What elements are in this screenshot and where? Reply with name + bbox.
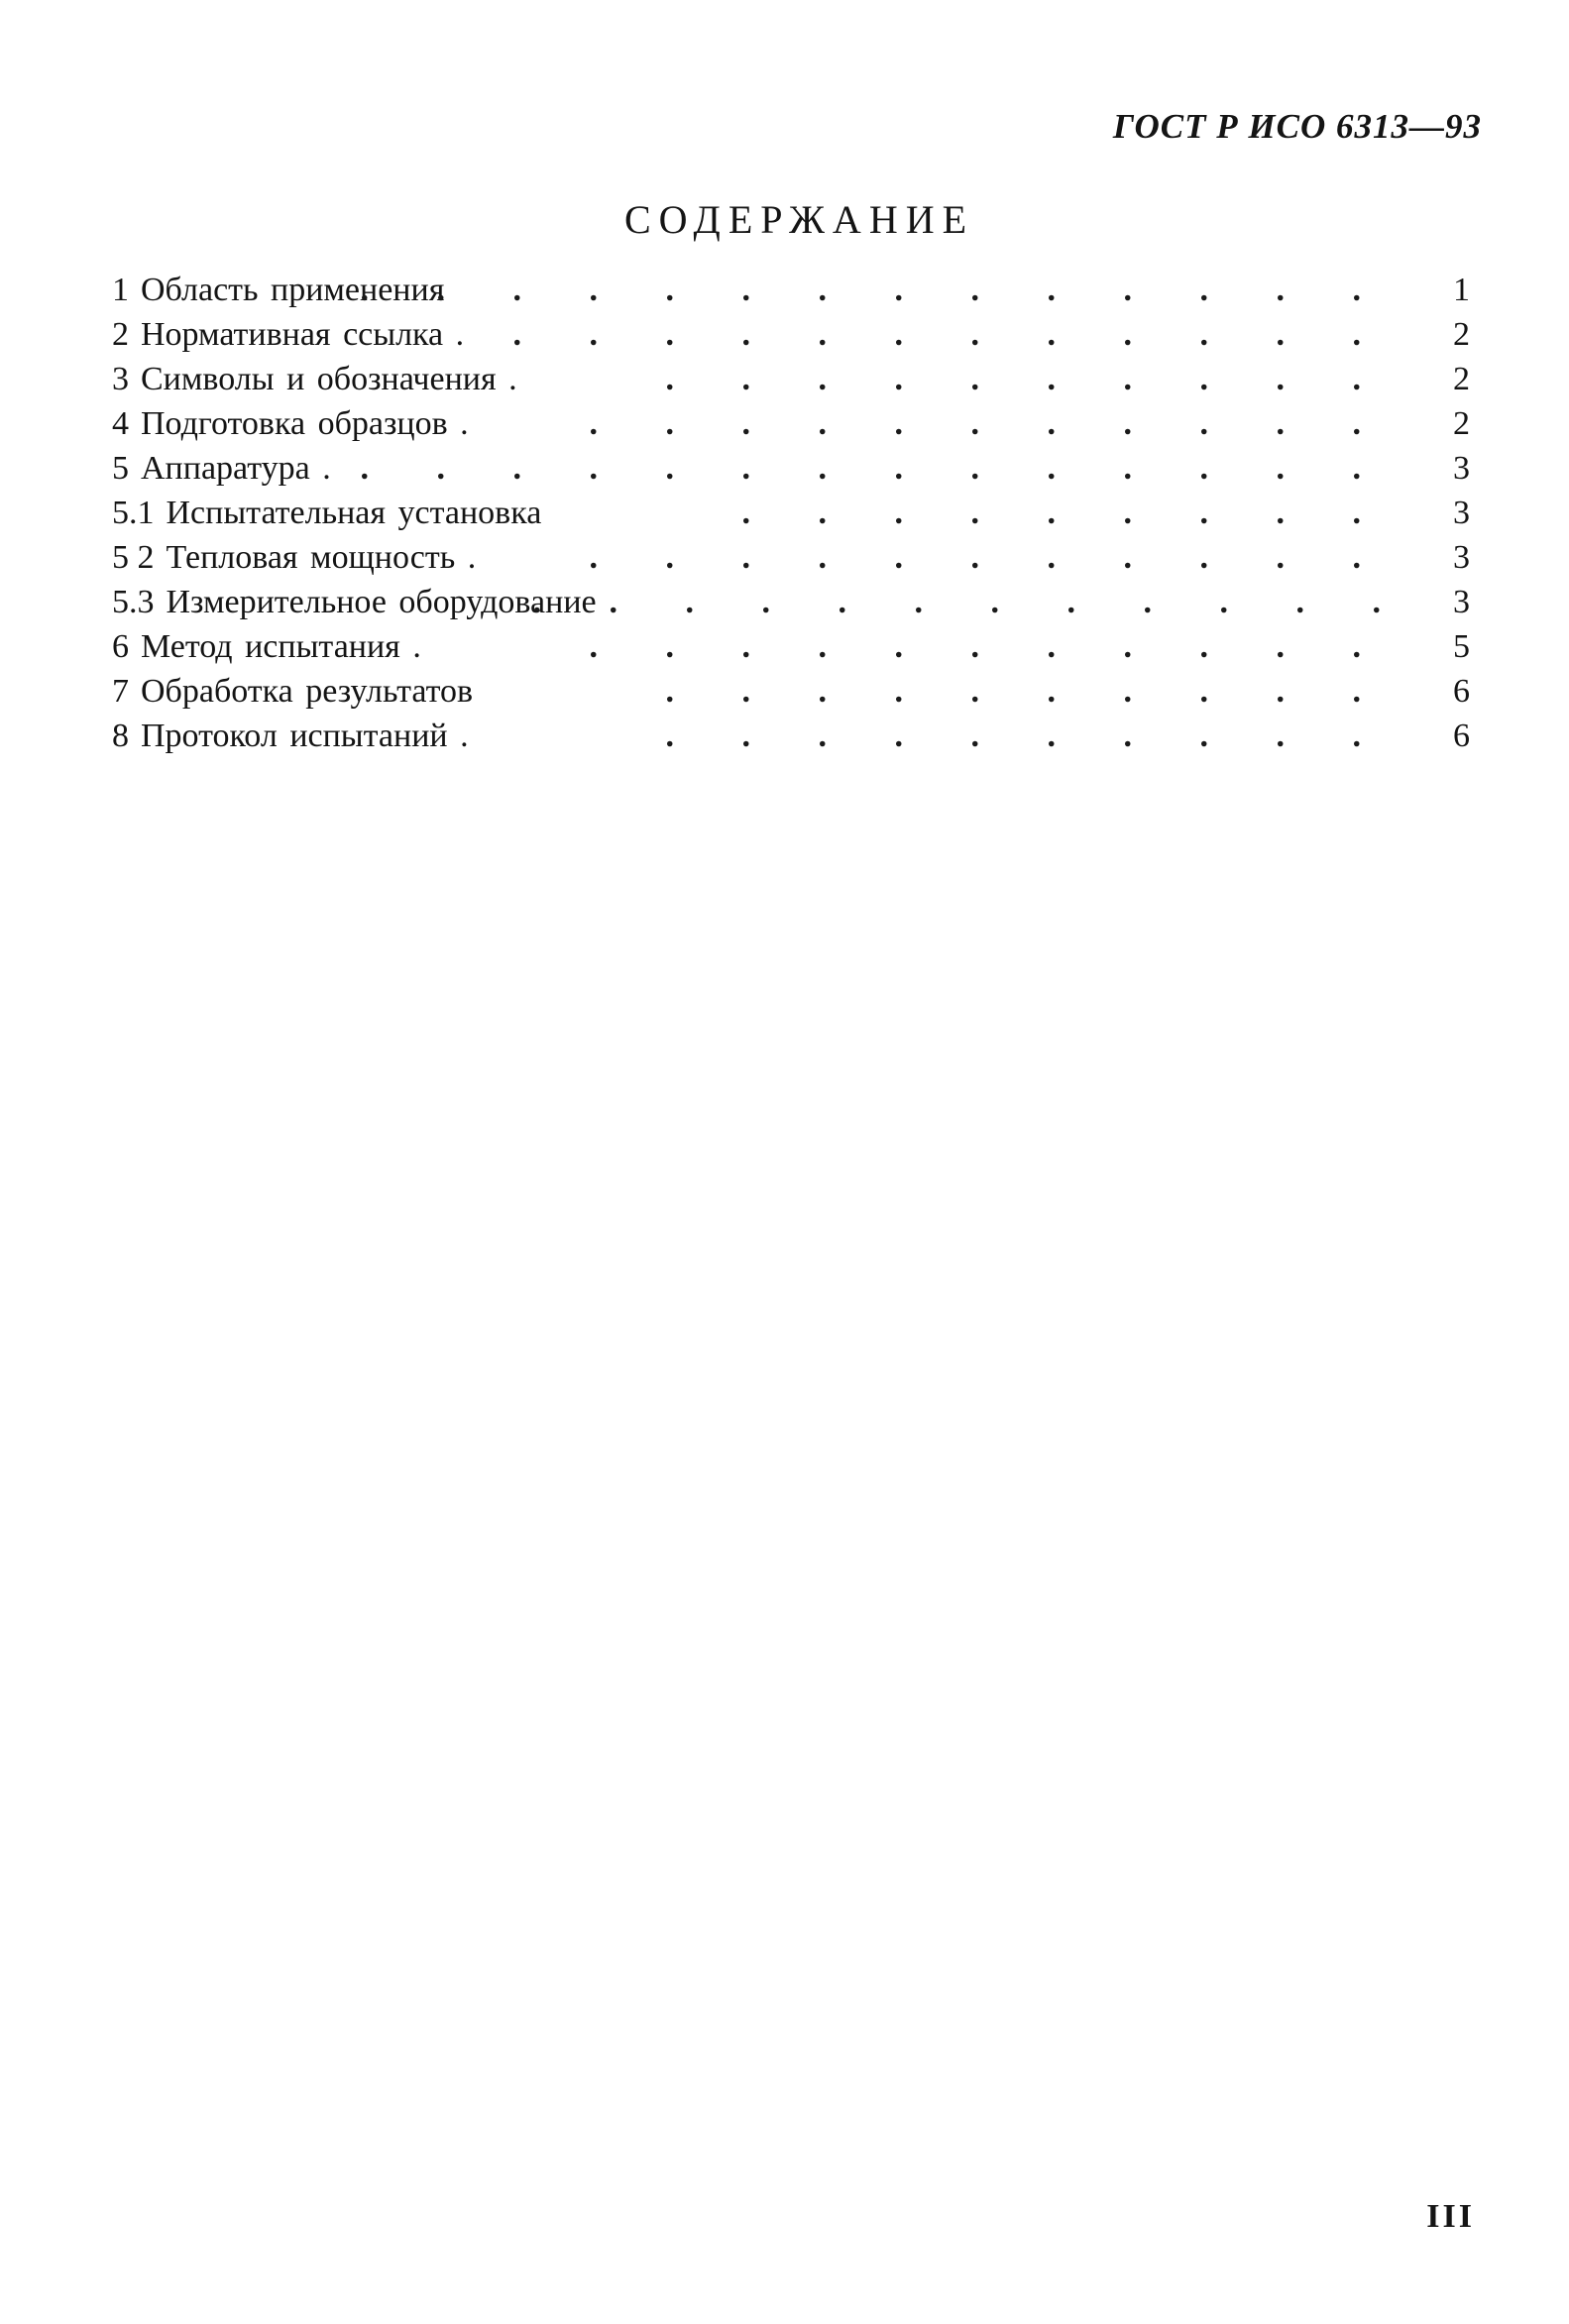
toc-title: СОДЕРЖАНИЕ xyxy=(623,197,975,242)
toc-entry[interactable] xyxy=(112,624,1470,669)
toc-entry[interactable] xyxy=(112,446,1470,491)
toc-entry-number: 5 2 xyxy=(112,539,155,576)
page-folio: III xyxy=(1426,2198,1475,2235)
dot-leader: . . . . . . . . . . . xyxy=(589,628,1391,665)
toc-entry-page: 5 xyxy=(1453,628,1470,665)
toc-entry-label: Область применения xyxy=(141,272,445,308)
dot-leader: . . . . . . . . . . . . xyxy=(532,584,1410,620)
toc-entry[interactable] xyxy=(112,401,1470,446)
toc-entry-number: 4 xyxy=(112,405,129,442)
dot-leader: . . . . . . . . . xyxy=(741,495,1391,531)
toc-entry-page: 6 xyxy=(1453,718,1470,754)
toc-entry-label: Подготовка образцов . xyxy=(141,405,469,442)
toc-entry-page: 3 xyxy=(1453,450,1470,487)
toc-entry[interactable] xyxy=(112,714,1470,758)
toc-entry[interactable] xyxy=(112,491,1470,535)
toc-entry-number: 5.1 xyxy=(112,495,155,531)
toc-entry-number: 2 xyxy=(112,316,129,353)
toc-entry-label: Протокол испытаний . xyxy=(141,718,469,754)
toc-entry-number: 1 xyxy=(112,272,129,308)
toc-entry-number: 7 xyxy=(112,673,129,710)
toc-entry-number: 5.3 xyxy=(112,584,155,620)
toc-entry[interactable] xyxy=(112,312,1470,357)
document-code: ГОСТ Р ИСО 6313—93 xyxy=(1112,107,1482,146)
toc-entry-page: 6 xyxy=(1453,673,1470,710)
toc-entry[interactable] xyxy=(112,357,1470,401)
dot-leader: . . . . . . . . . . xyxy=(665,718,1391,754)
dot-leader: . . . . . . . . . . . xyxy=(589,405,1391,442)
toc-entry-page: 2 xyxy=(1453,361,1470,397)
toc-entry-page: 3 xyxy=(1453,584,1470,620)
toc-entry-label: Испытательная установка xyxy=(166,495,542,531)
toc-entry-number: 6 xyxy=(112,628,129,665)
table-of-contents xyxy=(112,268,1470,758)
dot-leader: . . . . . . . . . . . . . . xyxy=(360,272,1391,308)
toc-entry-page: 2 xyxy=(1453,405,1470,442)
toc-entry-page: 2 xyxy=(1453,316,1470,353)
toc-entry-number: 3 xyxy=(112,361,129,397)
dot-leader: . . . . . . . . . . xyxy=(665,361,1391,397)
toc-entry[interactable] xyxy=(112,535,1470,580)
toc-entry-label: Нормативная ссылка . xyxy=(141,316,465,353)
toc-entry-page: 3 xyxy=(1453,539,1470,576)
toc-entry-label: Тепловая мощность . xyxy=(166,539,477,576)
toc-entry-label: Метод испытания . xyxy=(141,628,421,665)
toc-entry-label: Аппаратура . xyxy=(141,450,331,487)
toc-entry[interactable] xyxy=(112,268,1470,312)
toc-entry-label: Измерительное оборудование xyxy=(166,584,597,620)
toc-entry-label: Обработка результатов xyxy=(141,673,474,710)
toc-entry[interactable] xyxy=(112,580,1470,624)
toc-entry-number: 8 xyxy=(112,718,129,754)
toc-entry-page: 1 xyxy=(1453,272,1470,308)
dot-leader: . . . . . . . . . . . . . . xyxy=(360,450,1391,487)
dot-leader: . . . . . . . . . . . xyxy=(589,539,1391,576)
toc-entry-page: 3 xyxy=(1453,495,1470,531)
toc-entry[interactable] xyxy=(112,669,1470,714)
dot-leader: . . . . . . . . . . . . xyxy=(512,316,1391,353)
dot-leader: . . . . . . . . . . xyxy=(665,673,1391,710)
toc-entry-number: 5 xyxy=(112,450,129,487)
toc-entry-label: Символы и обозначения . xyxy=(141,361,517,397)
